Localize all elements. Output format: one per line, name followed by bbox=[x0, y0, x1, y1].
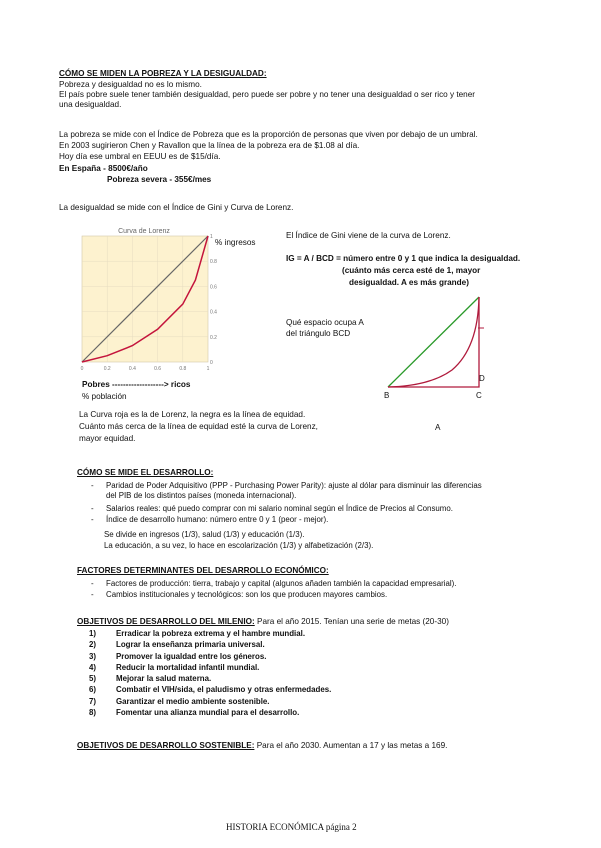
poverty-text bbox=[59, 129, 478, 185]
section-title-millennium: OBJETIVOS DE DESARROLLO DEL MILENIO: bbox=[77, 617, 255, 626]
x-tick-label: 0.6 bbox=[154, 366, 162, 372]
development-list bbox=[91, 481, 482, 525]
text-line: Pobreza y desigualdad no es lo mismo. bbox=[59, 80, 202, 89]
sustainable-intro: Para el año 2030. Aumentan a 17 y las metas a 169. bbox=[254, 741, 448, 750]
list-item: 8) Fomentar una alianza mundial para el desarrollo. bbox=[89, 708, 300, 718]
chart-xlabel: Pobres -------------------> ricos bbox=[82, 380, 191, 389]
gini-question bbox=[286, 317, 364, 339]
list-item: - Paridad de Poder Adquisitivo (PPP - Purchasing Power Parity): ajuste al dólar para disminuir las diferencias del PIB de los distintos países (moneda internacional). bbox=[91, 481, 482, 501]
list-item: - Factores de producción: tierra, trabajo y capital (algunos añaden también la capacidad empresarial). bbox=[91, 579, 456, 589]
text-line: Cuánto más cerca de la línea de equidad esté la curva de Lorenz, bbox=[79, 422, 318, 431]
text-line: Hoy día ese umbral en EEUU es de $15/día. bbox=[59, 152, 221, 162]
section-title-development: CÓMO SE MIDE EL DESARROLLO: bbox=[77, 468, 214, 477]
text-line: una desigualdad. bbox=[59, 100, 122, 109]
lorenz-chart bbox=[74, 224, 216, 376]
millennium-intro: Para el año 2015. Tenían una serie de metas (20-30) bbox=[254, 617, 449, 626]
list-item: 7) Garantizar el medio ambiente sostenible. bbox=[89, 696, 270, 706]
y-tick-label: 0.6 bbox=[210, 284, 217, 291]
chart-title: Curva de Lorenz bbox=[118, 228, 170, 235]
gini-intro: El Índice de Gini viene de la curva de Lorenz. bbox=[286, 231, 451, 240]
millennium-heading bbox=[77, 617, 449, 627]
y-tick-label: 1 bbox=[210, 234, 213, 240]
sustainable-heading bbox=[77, 741, 447, 751]
text-line: En España - 8500€/año bbox=[59, 163, 148, 173]
gini-formula: IG = A / BCD = número entre 0 y 1 que indica la desigualdad. bbox=[286, 254, 521, 263]
y-tick-label: 0.4 bbox=[210, 309, 217, 316]
chart-caption bbox=[79, 409, 318, 445]
list-item: - Salarios reales: qué puedo comprar con mi salario nominal según el Índice de Precios al Consumo. bbox=[91, 504, 482, 514]
section-title-sustainable: OBJETIVOS DE DESARROLLO SOSTENIBLE: bbox=[77, 741, 255, 750]
text-line: El país pobre suele tener también desigualdad, pero puede ser pobre y no tener una desigualdad o ser rico y tener bbox=[59, 90, 476, 99]
label-a: A bbox=[435, 423, 441, 432]
chart-ylabel: % ingresos bbox=[215, 238, 256, 247]
factors-list bbox=[91, 579, 456, 600]
text-line: mayor equidad. bbox=[79, 434, 136, 443]
section-title-poverty: CÓMO SE MIDEN LA POBREZA Y LA DESIGUALDAD: bbox=[59, 69, 267, 78]
x-tick-label: 0.8 bbox=[179, 366, 187, 372]
text-line: La educación, a su vez, lo hace en escolarización (1/3) y alfabetización (2/3). bbox=[104, 540, 374, 550]
label-c: C bbox=[476, 391, 482, 400]
label-d: D bbox=[479, 374, 485, 383]
chart-xlabel-2: % población bbox=[82, 392, 127, 401]
x-tick-label: 0.4 bbox=[128, 366, 136, 372]
x-tick-label: 0 bbox=[80, 366, 84, 372]
text-line: Pobreza severa - 355€/mes bbox=[107, 174, 212, 184]
hdi-details bbox=[104, 530, 373, 551]
list-item: 4) Reducir la mortalidad infantil mundial. bbox=[89, 662, 260, 672]
millennium-goals-list bbox=[89, 628, 331, 718]
list-item: - Cambios institucionales y tecnológicos: son los que producen mayores cambios. bbox=[91, 590, 456, 600]
intro-text bbox=[59, 80, 475, 110]
gini-triangle-diagram bbox=[380, 290, 495, 405]
text-line: Se divide en ingresos (1/3), salud (1/3) y educación (1/3). bbox=[104, 530, 305, 539]
list-item: 3) Promover la igualdad entre los géneros. bbox=[89, 651, 267, 661]
text-line: La pobreza se mide con el Índice de Pobreza que es la proporción de personas que viven por debajo de un umbral. bbox=[59, 130, 478, 139]
list-item: 1) Erradicar la pobreza extrema y el hambre mundial. bbox=[89, 629, 306, 638]
x-tick-label: 0.2 bbox=[103, 366, 111, 372]
text-line: Qué espacio ocupa A bbox=[286, 318, 364, 327]
list-item: 5) Mejorar la salud materna. bbox=[89, 674, 212, 684]
page-footer: HISTORIA ECONÓMICA página 2 bbox=[226, 822, 357, 832]
y-tick-label: 0.8 bbox=[210, 259, 217, 266]
gini-note-2: desigualdad. A es más grande) bbox=[349, 278, 469, 287]
y-tick-label: 0 bbox=[210, 360, 213, 366]
text-line: En 2003 sugirieron Chen y Ravallon que la línea de la pobreza era de $1.08 al día. bbox=[59, 141, 360, 151]
list-item: - Índice de desarrollo humano: número entre 0 y 1 (peor - mejor). bbox=[91, 515, 482, 525]
equity-line bbox=[388, 297, 479, 387]
list-item: 2) Lograr la enseñanza primaria universal. bbox=[89, 640, 265, 650]
chart-x-ticks bbox=[81, 366, 210, 372]
x-tick-label: 1 bbox=[206, 366, 210, 372]
chart-y-ticks bbox=[210, 234, 217, 366]
text-line: del triángulo BCD bbox=[286, 329, 351, 338]
list-item: 6) Combatir el VIH/sida, el paludismo y otras enfermedades. bbox=[89, 685, 332, 695]
gini-note-1: (cuánto más cerca esté de 1, mayor bbox=[342, 266, 481, 275]
inequality-text: La desigualdad se mide con el Índice de Gini y Curva de Lorenz. bbox=[59, 203, 294, 212]
text-line: La Curva roja es la de Lorenz, la negra es la línea de equidad. bbox=[79, 410, 306, 419]
section-title-factors: FACTORES DETERMINANTES DEL DESARROLLO ECONÓMICO: bbox=[77, 566, 329, 575]
y-tick-label: 0.2 bbox=[210, 334, 217, 341]
label-b: B bbox=[384, 391, 390, 400]
